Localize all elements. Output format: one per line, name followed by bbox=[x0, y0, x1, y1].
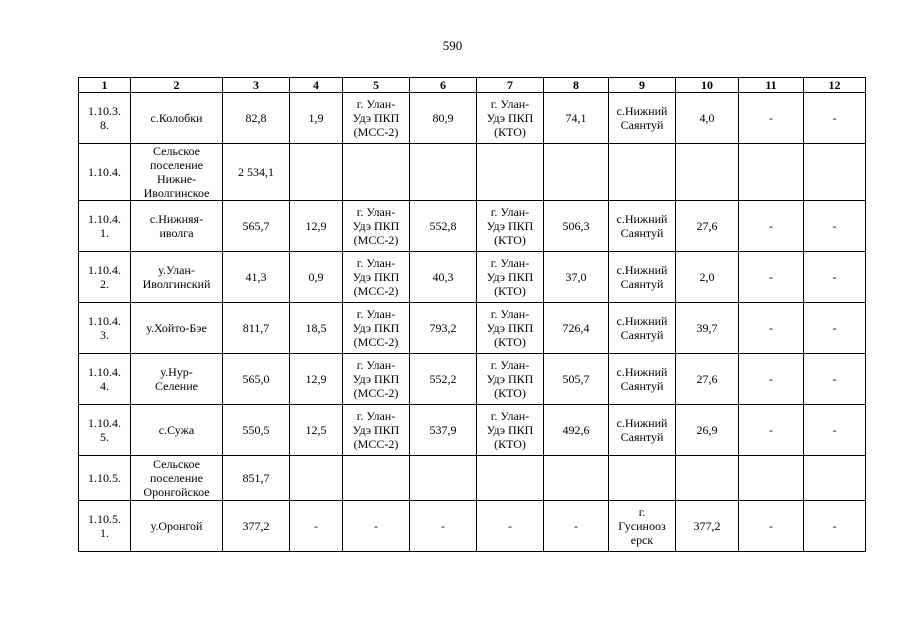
table-cell: 12,9 bbox=[290, 201, 343, 252]
table-cell: с.Нижний Саянтуй bbox=[609, 201, 676, 252]
table-cell: 811,7 bbox=[223, 303, 290, 354]
table-row bbox=[79, 456, 866, 501]
table-cell: - bbox=[739, 201, 804, 252]
table-cell: - bbox=[804, 303, 866, 354]
table-cell: 492,6 bbox=[544, 405, 609, 456]
table-cell: - bbox=[290, 501, 343, 552]
table-cell: 12,9 bbox=[290, 354, 343, 405]
table-cell bbox=[676, 144, 739, 201]
table-cell: - bbox=[477, 501, 544, 552]
table-cell: 27,6 bbox=[676, 354, 739, 405]
table-cell: 4,0 bbox=[676, 93, 739, 144]
column-header: 8 bbox=[544, 78, 609, 93]
table-cell: 377,2 bbox=[223, 501, 290, 552]
table-cell: - bbox=[804, 501, 866, 552]
table-cell: 26,9 bbox=[676, 405, 739, 456]
table-cell: 12,5 bbox=[290, 405, 343, 456]
table-cell: 505,7 bbox=[544, 354, 609, 405]
table-cell: 377,2 bbox=[676, 501, 739, 552]
table-cell: - bbox=[410, 501, 477, 552]
table-cell: с.Нижний Саянтуй bbox=[609, 93, 676, 144]
table-cell: 537,9 bbox=[410, 405, 477, 456]
header-row bbox=[79, 78, 866, 93]
column-header: 9 bbox=[609, 78, 676, 93]
table-cell: 552,8 bbox=[410, 201, 477, 252]
table-cell bbox=[477, 456, 544, 501]
column-header: 1 bbox=[79, 78, 131, 93]
table-row bbox=[79, 501, 866, 552]
table-cell: - bbox=[739, 252, 804, 303]
table-cell: - bbox=[804, 201, 866, 252]
table-cell: 1.10.4. 3. bbox=[79, 303, 131, 354]
table-cell: с.Нижний Саянтуй bbox=[609, 252, 676, 303]
table-cell: 506,3 bbox=[544, 201, 609, 252]
table-cell: 565,0 bbox=[223, 354, 290, 405]
table-cell: 27,6 bbox=[676, 201, 739, 252]
column-header: 5 bbox=[343, 78, 410, 93]
table-cell: у.Улан- Иволгинский bbox=[131, 252, 223, 303]
table-cell: 726,4 bbox=[544, 303, 609, 354]
table-cell bbox=[477, 144, 544, 201]
table-cell: 1.10.4. 5. bbox=[79, 405, 131, 456]
table-cell: с.Нижний Саянтуй bbox=[609, 405, 676, 456]
table-cell bbox=[290, 456, 343, 501]
table-cell bbox=[609, 456, 676, 501]
column-header: 3 bbox=[223, 78, 290, 93]
table-cell: 40,3 bbox=[410, 252, 477, 303]
table-cell: с.Нижний Саянтуй bbox=[609, 354, 676, 405]
table-cell: 2 534,1 bbox=[223, 144, 290, 201]
page-number: 590 bbox=[442, 38, 463, 53]
column-header: 10 bbox=[676, 78, 739, 93]
table-cell bbox=[609, 144, 676, 201]
table-cell: г. Улан- Удэ ПКП (КТО) bbox=[477, 201, 544, 252]
table-cell: 1.10.5. bbox=[79, 456, 131, 501]
table-cell: г. Улан- Удэ ПКП (КТО) bbox=[477, 354, 544, 405]
table-cell: с.Колобки bbox=[131, 93, 223, 144]
table-cell: 1.10.4. 4. bbox=[79, 354, 131, 405]
table-cell: - bbox=[804, 354, 866, 405]
table-row bbox=[79, 354, 866, 405]
table-cell: 41,3 bbox=[223, 252, 290, 303]
column-header: 2 bbox=[131, 78, 223, 93]
table-cell: г. Улан- Удэ ПКП (КТО) bbox=[477, 405, 544, 456]
table-cell: Сельское поселение Оронгойское bbox=[131, 456, 223, 501]
table-cell: 1.10.4. 1. bbox=[79, 201, 131, 252]
table-cell: 80,9 bbox=[410, 93, 477, 144]
table-row bbox=[79, 93, 866, 144]
table-cell bbox=[676, 456, 739, 501]
table-cell bbox=[739, 456, 804, 501]
table-cell: 1.10.4. bbox=[79, 144, 131, 201]
table-cell bbox=[410, 144, 477, 201]
column-header: 12 bbox=[804, 78, 866, 93]
table-cell: г. Улан- Удэ ПКП (КТО) bbox=[477, 303, 544, 354]
table-cell: - bbox=[343, 501, 410, 552]
table-cell: 1.10.3. 8. bbox=[79, 93, 131, 144]
table-cell: - bbox=[739, 501, 804, 552]
table-cell: - bbox=[804, 252, 866, 303]
table-cell: 1.10.4. 2. bbox=[79, 252, 131, 303]
table-cell: 1,9 bbox=[290, 93, 343, 144]
table-row bbox=[79, 405, 866, 456]
table-cell: 37,0 bbox=[544, 252, 609, 303]
table-cell: 793,2 bbox=[410, 303, 477, 354]
table-cell: г. Гусиноoз ерск bbox=[609, 501, 676, 552]
table-cell: - bbox=[739, 405, 804, 456]
table-row bbox=[79, 201, 866, 252]
table-cell: 18,5 bbox=[290, 303, 343, 354]
data-table bbox=[78, 77, 866, 552]
table-cell: с.Сужа bbox=[131, 405, 223, 456]
table-cell: г. Улан- Удэ ПКП (МСС-2) bbox=[343, 93, 410, 144]
table-cell bbox=[544, 144, 609, 201]
table-row bbox=[79, 252, 866, 303]
table-cell: у.Хойто-Бэе bbox=[131, 303, 223, 354]
table-cell: г. Улан- Удэ ПКП (МСС-2) bbox=[343, 303, 410, 354]
table-cell: 1.10.5. 1. bbox=[79, 501, 131, 552]
table-cell: 74,1 bbox=[544, 93, 609, 144]
table-cell bbox=[804, 144, 866, 201]
table-cell: 550,5 bbox=[223, 405, 290, 456]
column-header: 4 bbox=[290, 78, 343, 93]
table-cell bbox=[343, 144, 410, 201]
table-cell bbox=[343, 456, 410, 501]
table-cell: 552,2 bbox=[410, 354, 477, 405]
table-cell: 565,7 bbox=[223, 201, 290, 252]
table-cell: 0,9 bbox=[290, 252, 343, 303]
table-cell: 851,7 bbox=[223, 456, 290, 501]
table-cell: г. Улан- Удэ ПКП (МСС-2) bbox=[343, 201, 410, 252]
table-cell: - bbox=[739, 354, 804, 405]
table-cell bbox=[544, 456, 609, 501]
table-cell: - bbox=[804, 405, 866, 456]
column-header: 7 bbox=[477, 78, 544, 93]
table-cell: г. Улан- Удэ ПКП (КТО) bbox=[477, 93, 544, 144]
table-cell bbox=[739, 144, 804, 201]
table-cell: - bbox=[739, 303, 804, 354]
table-cell: у.Оронгой bbox=[131, 501, 223, 552]
column-header: 6 bbox=[410, 78, 477, 93]
table-cell: у.Нур- Селение bbox=[131, 354, 223, 405]
table-cell: 82,8 bbox=[223, 93, 290, 144]
table-cell bbox=[804, 456, 866, 501]
table-cell: г. Улан- Удэ ПКП (МСС-2) bbox=[343, 405, 410, 456]
table-cell: 39,7 bbox=[676, 303, 739, 354]
table-row bbox=[79, 144, 866, 201]
table-row bbox=[79, 303, 866, 354]
table-cell: - bbox=[544, 501, 609, 552]
table-cell bbox=[290, 144, 343, 201]
table-cell: 2,0 bbox=[676, 252, 739, 303]
table-cell bbox=[410, 456, 477, 501]
table-cell: с.Нижний Саянтуй bbox=[609, 303, 676, 354]
table-cell: Сельское поселение Нижне- Иволгинское bbox=[131, 144, 223, 201]
table-cell: - bbox=[804, 93, 866, 144]
column-header: 11 bbox=[739, 78, 804, 93]
table-cell: г. Улан- Удэ ПКП (КТО) bbox=[477, 252, 544, 303]
table-cell: г. Улан- Удэ ПКП (МСС-2) bbox=[343, 354, 410, 405]
table-cell: с.Нижняя- иволга bbox=[131, 201, 223, 252]
table-cell: г. Улан- Удэ ПКП (МСС-2) bbox=[343, 252, 410, 303]
table-cell: - bbox=[739, 93, 804, 144]
